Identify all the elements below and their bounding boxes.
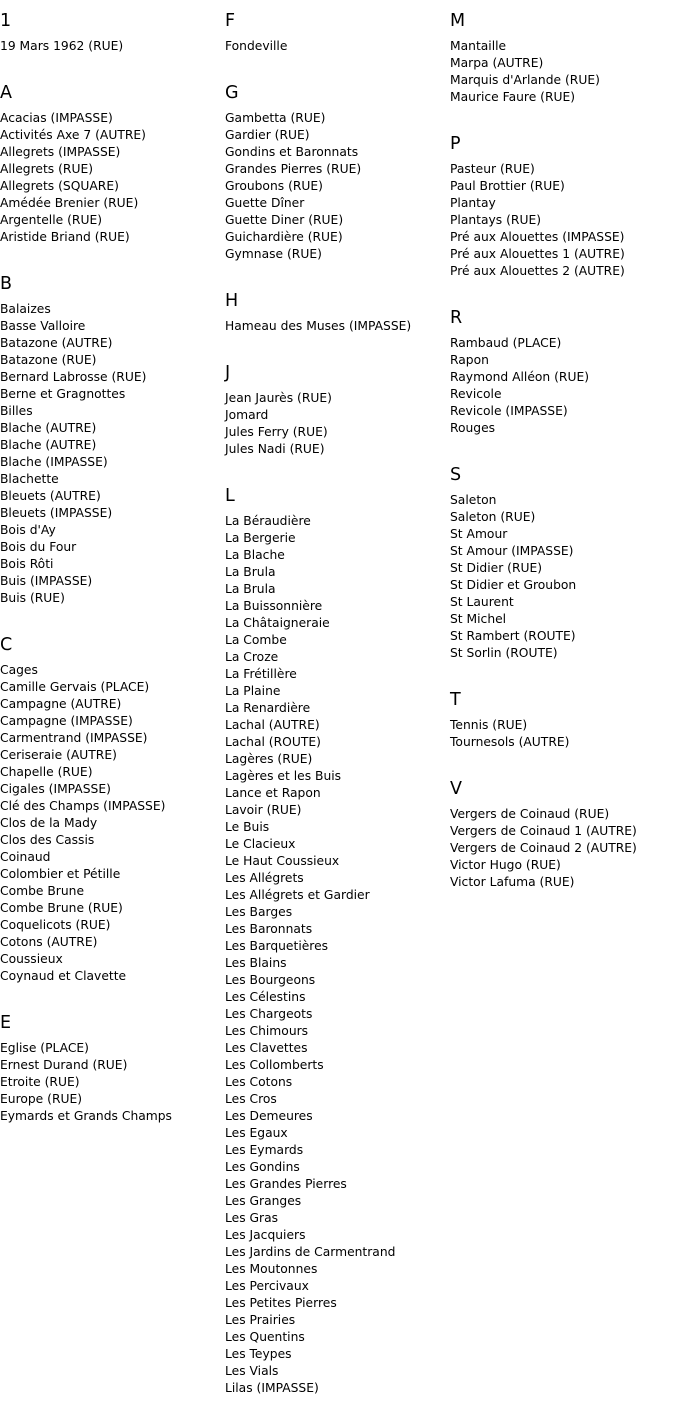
- letter-section: [0, 0, 225, 72]
- street-name: La Brula: [225, 565, 276, 579]
- section-letter-heading: J: [225, 363, 231, 383]
- section-letter-heading: S: [450, 465, 462, 485]
- street-name: La Combe: [225, 633, 287, 647]
- section-letter-heading: M: [450, 11, 466, 31]
- section-spacer: [0, 246, 225, 263]
- street-name: St Rambert (ROUTE): [450, 629, 576, 643]
- street-name: Cigales (IMPASSE): [0, 782, 111, 796]
- street-name: Vergers de Coinaud 2 (AUTRE): [450, 841, 637, 855]
- street-name: Allegrets (SQUARE): [0, 179, 119, 193]
- section-spacer: [450, 662, 675, 679]
- street-name: Batazone (AUTRE): [0, 336, 113, 350]
- street-index-column-2: [225, 0, 450, 1414]
- street-name: Basse Valloire: [0, 319, 86, 333]
- section-spacer: [450, 437, 675, 454]
- street-name: Pré aux Alouettes 1 (AUTRE): [450, 247, 625, 261]
- street-name: Les Granges: [225, 1194, 302, 1208]
- section-spacer: [225, 335, 450, 352]
- street-name: St Sorlin (ROUTE): [450, 646, 558, 660]
- street-name: Clos de la Mady: [0, 816, 98, 830]
- letter-section: [225, 280, 450, 352]
- street-name: Maurice Faure (RUE): [450, 90, 576, 104]
- street-name: Les Célestins: [225, 990, 306, 1004]
- letter-section: [0, 263, 225, 624]
- street-name: St Amour: [450, 527, 508, 541]
- street-name: St Didier et Groubon: [450, 578, 577, 592]
- letter-section: [225, 0, 450, 72]
- street-name: Rambaud (PLACE): [450, 336, 562, 350]
- section-letter-heading: H: [225, 291, 239, 311]
- street-name: Tennis (RUE): [450, 718, 528, 732]
- section-letter-heading: R: [450, 308, 463, 328]
- street-name: Allegrets (IMPASSE): [0, 145, 121, 159]
- street-name: La Buissonnière: [225, 599, 323, 613]
- street-name: La Brula: [225, 582, 276, 596]
- section-letter-heading: C: [0, 635, 13, 655]
- street-name: Guette Diner (RUE): [225, 213, 344, 227]
- section-letter-heading: T: [450, 690, 462, 710]
- street-list: [225, 513, 450, 1397]
- street-name: Les Teypes: [225, 1347, 292, 1361]
- street-name: La Renardière: [225, 701, 311, 715]
- street-list: [0, 1040, 225, 1125]
- street-name: Raymond Alléon (RUE): [450, 370, 590, 384]
- street-name: Lachal (AUTRE): [225, 718, 320, 732]
- street-name: Amédée Brenier (RUE): [0, 196, 139, 210]
- street-name: Jomard: [225, 408, 269, 422]
- street-name: Les Demeures: [225, 1109, 313, 1123]
- section-spacer: [225, 263, 450, 280]
- street-name: Lagères et les Buis: [225, 769, 342, 783]
- section-spacer: [225, 1397, 450, 1414]
- street-name: La Bergerie: [225, 531, 296, 545]
- street-name: Les Allégrets et Gardier: [225, 888, 370, 902]
- street-name: Combe Brune (RUE): [0, 901, 123, 915]
- street-list: [0, 662, 225, 985]
- street-name: Europe (RUE): [0, 1092, 83, 1106]
- letter-section: [0, 72, 225, 263]
- street-name: Revicole (IMPASSE): [450, 404, 568, 418]
- section-letter-heading: L: [225, 486, 236, 506]
- street-name: Le Buis: [225, 820, 270, 834]
- street-name: Lavoir (RUE): [225, 803, 302, 817]
- street-name: Paul Brottier (RUE): [450, 179, 565, 193]
- street-name: Saleton (RUE): [450, 510, 536, 524]
- street-name: La Frétillère: [225, 667, 297, 681]
- street-name: Ceriseraie (AUTRE): [0, 748, 117, 762]
- street-list: [450, 717, 675, 751]
- street-name: Jules Ferry (RUE): [225, 425, 328, 439]
- street-name: Fondeville: [225, 39, 288, 53]
- street-name: Les Chimours: [225, 1024, 309, 1038]
- street-name: Gardier (RUE): [225, 128, 310, 142]
- street-name: Lance et Rapon: [225, 786, 321, 800]
- street-list: [225, 110, 450, 263]
- section-letter-heading: G: [225, 83, 240, 103]
- street-name: Bernard Labrosse (RUE): [0, 370, 147, 384]
- street-name: Buis (RUE): [0, 591, 65, 605]
- section-spacer: [450, 891, 675, 908]
- street-name: St Didier (RUE): [450, 561, 543, 575]
- street-name: Carmentrand (IMPASSE): [0, 731, 148, 745]
- section-letter-heading: P: [450, 134, 462, 154]
- letter-section: [225, 72, 450, 280]
- section-spacer: [0, 1125, 225, 1142]
- street-name: Lagères (RUE): [225, 752, 313, 766]
- street-name: Camille Gervais (PLACE): [0, 680, 150, 694]
- street-name: Bleuets (IMPASSE): [0, 506, 113, 520]
- letter-section: [450, 679, 675, 768]
- street-list: [450, 806, 675, 891]
- letter-section: [225, 352, 450, 475]
- street-name: Campagne (IMPASSE): [0, 714, 133, 728]
- street-name: Guette Dîner: [225, 196, 305, 210]
- street-name: Bois Rôti: [0, 557, 54, 571]
- street-name: La Plaine: [225, 684, 281, 698]
- section-spacer: [450, 280, 675, 297]
- street-name: Le Haut Coussieux: [225, 854, 340, 868]
- street-name: Eymards et Grands Champs: [0, 1109, 172, 1123]
- street-name: Colombier et Pétille: [0, 867, 121, 881]
- street-name: Berne et Gragnottes: [0, 387, 126, 401]
- section-spacer: [225, 55, 450, 72]
- street-name: Ernest Durand (RUE): [0, 1058, 128, 1072]
- street-name: Billes: [0, 404, 33, 418]
- street-name: Blachette: [0, 472, 59, 486]
- street-name: Plantays (RUE): [450, 213, 542, 227]
- street-name: Eglise (PLACE): [0, 1041, 89, 1055]
- section-letter-heading: B: [0, 274, 13, 294]
- street-name: Grandes Pierres (RUE): [225, 162, 362, 176]
- street-name: Tournesols (AUTRE): [450, 735, 570, 749]
- street-name: Les Baronnats: [225, 922, 313, 936]
- letter-section: [450, 0, 675, 123]
- street-name: Coinaud: [0, 850, 51, 864]
- street-name: Cotons (AUTRE): [0, 935, 98, 949]
- section-spacer: [0, 55, 225, 72]
- street-name: Les Barquetières: [225, 939, 329, 953]
- street-list: [225, 38, 450, 55]
- street-name: Vergers de Coinaud 1 (AUTRE): [450, 824, 637, 838]
- street-list: [450, 335, 675, 437]
- street-name: Blache (AUTRE): [0, 438, 97, 452]
- section-spacer: [0, 607, 225, 624]
- section-spacer: [450, 106, 675, 123]
- street-name: Les Gondins: [225, 1160, 300, 1174]
- street-name: Blache (AUTRE): [0, 421, 97, 435]
- street-list: [450, 492, 675, 662]
- street-name: Clos des Cassis: [0, 833, 95, 847]
- street-name: St Michel: [450, 612, 507, 626]
- street-name: Les Prairies: [225, 1313, 296, 1327]
- street-name: Batazone (RUE): [0, 353, 97, 367]
- street-name: Cages: [0, 663, 38, 677]
- street-name: Les Allégrets: [225, 871, 304, 885]
- street-name: Etroite (RUE): [0, 1075, 80, 1089]
- street-name: Guichardière (RUE): [225, 230, 343, 244]
- street-name: Les Vials: [225, 1364, 279, 1378]
- street-name: Les Clavettes: [225, 1041, 308, 1055]
- section-letter-heading: V: [450, 779, 463, 799]
- street-name: St Laurent: [450, 595, 514, 609]
- street-name: Marpa (AUTRE): [450, 56, 544, 70]
- street-name: Balaizes: [0, 302, 51, 316]
- street-list: [0, 301, 225, 607]
- street-name: Les Gras: [225, 1211, 279, 1225]
- street-name: Aristide Briand (RUE): [0, 230, 130, 244]
- section-spacer: [450, 751, 675, 768]
- street-name: Victor Hugo (RUE): [450, 858, 561, 872]
- street-index-column-3: [450, 0, 675, 908]
- street-name: St Amour (IMPASSE): [450, 544, 574, 558]
- street-name: Les Cotons: [225, 1075, 293, 1089]
- letter-section: [225, 475, 450, 1414]
- street-name: Mantaille: [450, 39, 507, 53]
- street-name: Les Percivaux: [225, 1279, 309, 1293]
- street-name: Gondins et Baronnats: [225, 145, 359, 159]
- street-name: Revicole: [450, 387, 502, 401]
- street-name: Les Egaux: [225, 1126, 288, 1140]
- section-spacer: [0, 985, 225, 1002]
- street-name: Hameau des Muses (IMPASSE): [225, 319, 412, 333]
- street-name: Jean Jaurès (RUE): [225, 391, 332, 405]
- street-name: Blache (IMPASSE): [0, 455, 108, 469]
- street-list: [225, 318, 450, 335]
- street-name: Acacias (IMPASSE): [0, 111, 113, 125]
- street-name: Les Eymards: [225, 1143, 304, 1157]
- street-list: [0, 38, 225, 55]
- street-name: Pasteur (RUE): [450, 162, 535, 176]
- street-name: Activités Axe 7 (AUTRE): [0, 128, 146, 142]
- street-name: Allegrets (RUE): [0, 162, 94, 176]
- street-name: Pré aux Alouettes 2 (AUTRE): [450, 264, 625, 278]
- letter-section: [450, 297, 675, 454]
- letter-section: [0, 624, 225, 1002]
- street-name: Les Bourgeons: [225, 973, 316, 987]
- letter-section: [0, 1002, 225, 1142]
- street-name: Chapelle (RUE): [0, 765, 93, 779]
- street-name: Combe Brune: [0, 884, 85, 898]
- section-letter-heading: E: [0, 1013, 12, 1033]
- street-name: Coussieux: [0, 952, 63, 966]
- street-list: [225, 390, 450, 458]
- street-name: Rapon: [450, 353, 489, 367]
- street-list: [450, 161, 675, 280]
- street-name: Lilas (IMPASSE): [225, 1381, 319, 1395]
- street-name: Argentelle (RUE): [0, 213, 103, 227]
- street-name: Les Cros: [225, 1092, 277, 1106]
- street-name: Rouges: [450, 421, 496, 435]
- street-name: Vergers de Coinaud (RUE): [450, 807, 610, 821]
- street-name: Les Moutonnes: [225, 1262, 318, 1276]
- street-name: Gymnase (RUE): [225, 247, 322, 261]
- letter-section: [450, 454, 675, 679]
- street-name: Lachal (ROUTE): [225, 735, 321, 749]
- street-name: Le Clacieux: [225, 837, 296, 851]
- street-name: Les Blains: [225, 956, 287, 970]
- street-name: Clé des Champs (IMPASSE): [0, 799, 166, 813]
- street-name: Les Barges: [225, 905, 293, 919]
- street-name: La Blache: [225, 548, 285, 562]
- street-name: Plantay: [450, 196, 496, 210]
- street-name: Les Grandes Pierres: [225, 1177, 347, 1191]
- section-spacer: [225, 458, 450, 475]
- street-name: Victor Lafuma (RUE): [450, 875, 575, 889]
- street-name: La Châtaigneraie: [225, 616, 330, 630]
- street-name: Les Petites Pierres: [225, 1296, 337, 1310]
- street-name: Bleuets (AUTRE): [0, 489, 101, 503]
- street-name: Les Chargeots: [225, 1007, 313, 1021]
- street-name: Bois du Four: [0, 540, 77, 554]
- street-name: Campagne (AUTRE): [0, 697, 122, 711]
- street-name: Coquelicots (RUE): [0, 918, 111, 932]
- letter-section: [450, 123, 675, 297]
- street-name: Marquis d'Arlande (RUE): [450, 73, 600, 87]
- street-name: Bois d'Ay: [0, 523, 56, 537]
- section-letter-heading: 1: [0, 11, 12, 31]
- street-name: Saleton: [450, 493, 497, 507]
- street-name: Pré aux Alouettes (IMPASSE): [450, 230, 625, 244]
- street-name: Les Jardins de Carmentrand: [225, 1245, 396, 1259]
- street-name: La Béraudière: [225, 514, 311, 528]
- street-name: Groubons (RUE): [225, 179, 323, 193]
- street-list: [0, 110, 225, 246]
- street-name: 19 Mars 1962 (RUE): [0, 39, 124, 53]
- street-name: Les Jacquiers: [225, 1228, 306, 1242]
- street-index-column-1: [0, 0, 225, 1142]
- street-name: Jules Nadi (RUE): [225, 442, 325, 456]
- street-name: Gambetta (RUE): [225, 111, 326, 125]
- letter-section: [450, 768, 675, 908]
- street-name: Les Collomberts: [225, 1058, 324, 1072]
- street-name: La Croze: [225, 650, 279, 664]
- street-name: Les Quentins: [225, 1330, 305, 1344]
- section-letter-heading: A: [0, 83, 13, 103]
- street-name: Coynaud et Clavette: [0, 969, 127, 983]
- section-letter-heading: F: [225, 11, 236, 31]
- street-name: Buis (IMPASSE): [0, 574, 93, 588]
- street-list: [450, 38, 675, 106]
